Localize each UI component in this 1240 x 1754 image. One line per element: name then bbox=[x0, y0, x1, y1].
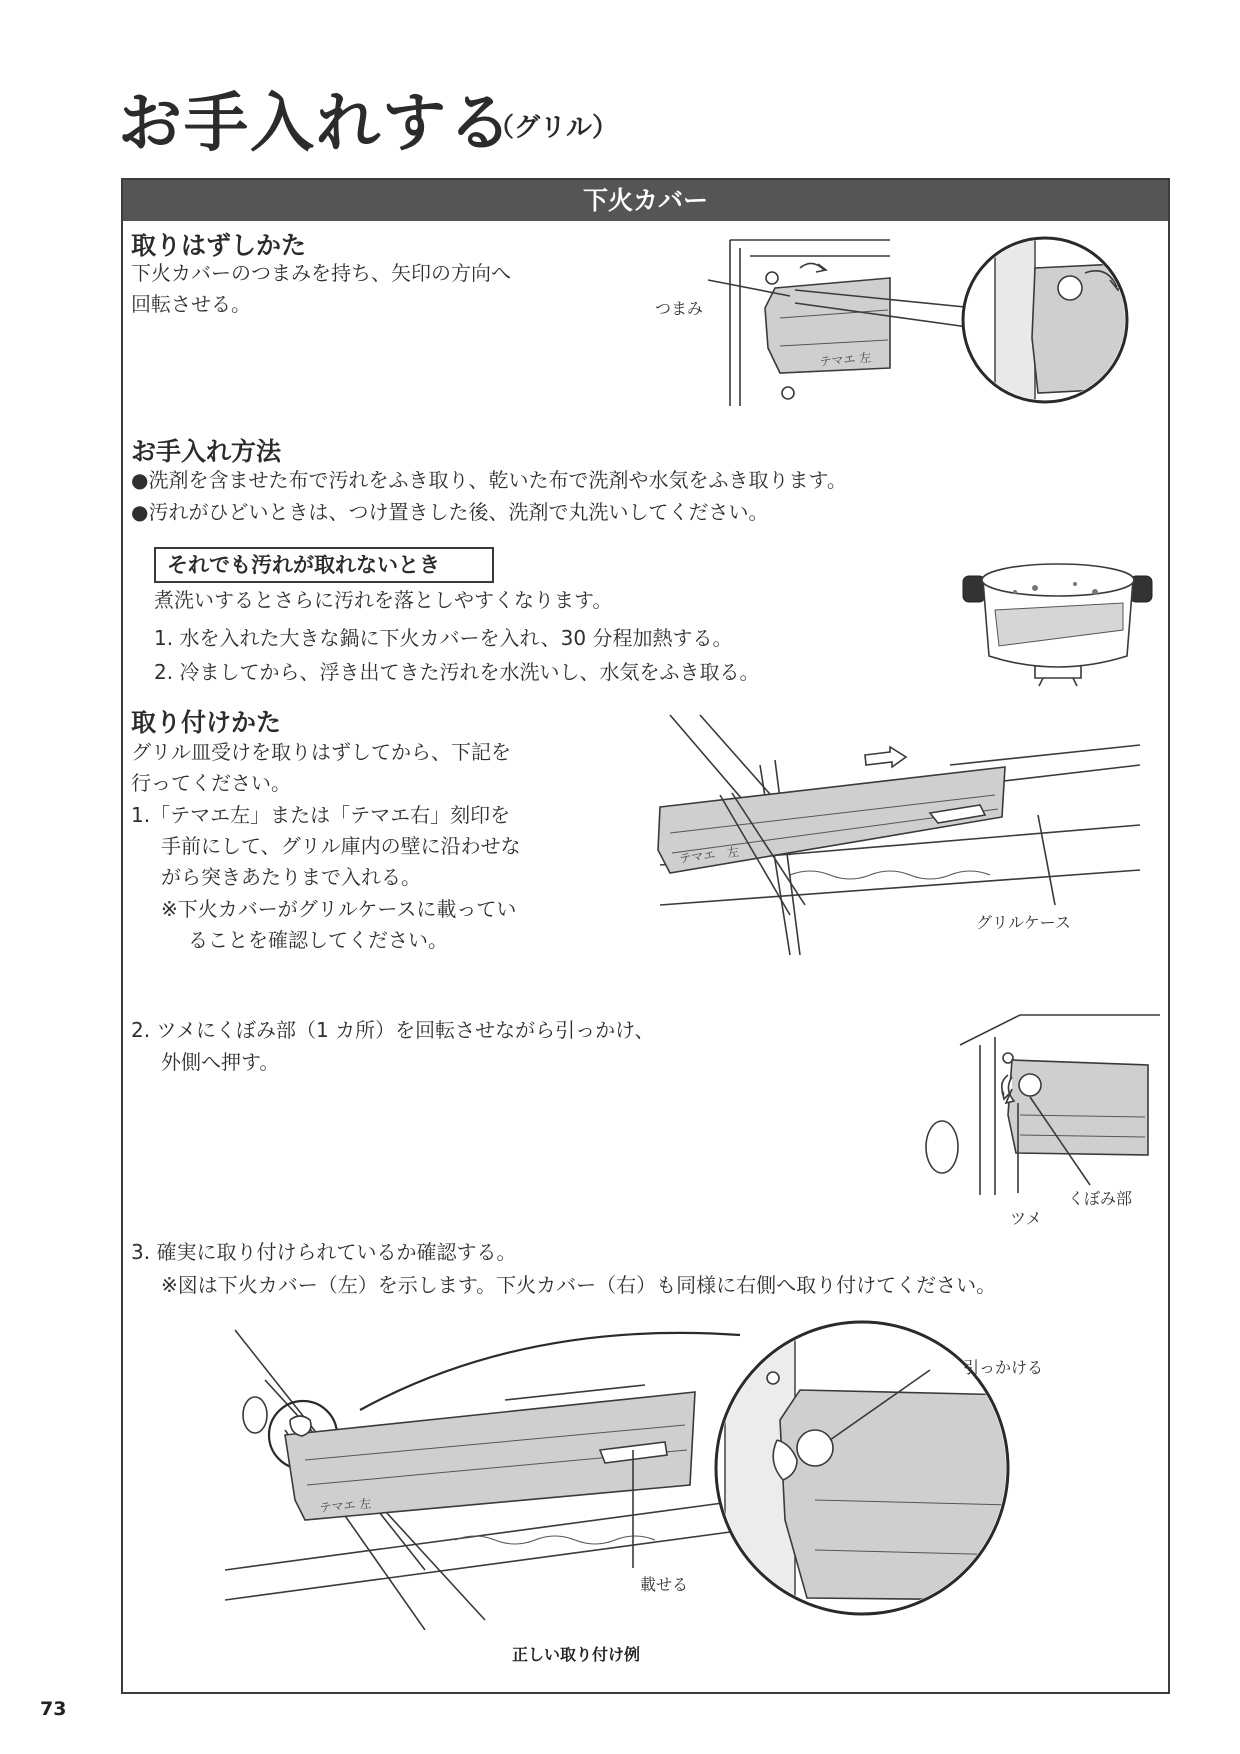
tab-label: ツメ bbox=[1010, 1209, 1042, 1228]
correct-install-illustration bbox=[225, 1300, 1155, 1630]
svg-text:テマエ 左: テマエ 左 bbox=[319, 1496, 372, 1515]
removal-illustration bbox=[640, 228, 1160, 438]
pot-illustration bbox=[955, 548, 1160, 688]
knob-label: つまみ bbox=[655, 299, 704, 318]
removal-line-2: 回転させる。 bbox=[131, 292, 251, 316]
hook-label: 引っかける bbox=[963, 1358, 1044, 1377]
install-step-3-line-1: 3. 確実に取り付けられているか確認する。 bbox=[131, 1240, 517, 1264]
figure-caption: 正しい取り付け例 bbox=[512, 1645, 641, 1664]
page-number: 73 bbox=[40, 1698, 67, 1720]
care-heading: お手入れ方法 bbox=[131, 437, 282, 466]
install-line-2: 行ってください。 bbox=[131, 771, 291, 795]
install-step-2-line-1: 2. ツメにくぼみ部（1 カ所）を回転させながら引っかけ、 bbox=[131, 1018, 655, 1042]
install-note-line-1: ※下火カバーがグリルケースに載ってい bbox=[161, 897, 517, 921]
install-step-3-note: ※図は下火カバー（左）を示します。下火カバー（右）も同様に右側へ取り付けてください。 bbox=[161, 1273, 997, 1297]
insertion-illustration bbox=[640, 705, 1160, 975]
removal-heading: 取りはずしかた bbox=[131, 231, 307, 260]
boiling-step-2: 2. 冷ましてから、浮き出てきた汚れを水洗いし、水気をふき取る。 bbox=[154, 660, 760, 684]
boiling-wash-heading: それでも汚れが取れないとき bbox=[154, 547, 494, 583]
page-title: お手入れする bbox=[118, 87, 514, 161]
install-note-line-2: ることを確認してください。 bbox=[188, 928, 448, 952]
care-bullet-2: ●汚れがひどいときは、つけ置きした後、洗剤で丸洗いしてください。 bbox=[131, 500, 769, 524]
rest-label: 載せる bbox=[640, 1575, 689, 1594]
removal-line-1: 下火カバーのつまみを持ち、矢印の方向へ bbox=[131, 261, 511, 285]
install-step-1-line-1: 1.「テマエ左」または「テマエ右」刻印を bbox=[131, 803, 511, 827]
hook-detail-illustration bbox=[920, 1005, 1160, 1205]
grill-case-label: グリルケース bbox=[976, 913, 1071, 932]
recess-label: くぼみ部 bbox=[1068, 1189, 1133, 1208]
plate-stamp: テマエ 左 bbox=[678, 844, 740, 866]
install-step-1-line-3: がら突きあたりまで入れる。 bbox=[161, 865, 421, 889]
section-header: 下火カバー bbox=[123, 180, 1168, 221]
boiling-wash-intro: 煮洗いするとさらに汚れを落としやすくなります。 bbox=[154, 588, 613, 612]
install-step-2-line-2: 外側へ押す。 bbox=[161, 1050, 280, 1074]
install-step-1-line-2: 手前にして、グリル庫内の壁に沿わせな bbox=[161, 834, 521, 858]
page-subtitle: （グリル） bbox=[488, 113, 619, 143]
install-heading: 取り付けかた bbox=[131, 708, 282, 737]
care-bullet-1: ●洗剤を含ませた布で汚れをふき取り、乾いた布で洗剤や水気をふき取ります。 bbox=[131, 468, 847, 492]
svg-text:テマエ 左: テマエ 左 bbox=[819, 350, 872, 369]
boiling-step-1: 1. 水を入れた大きな鍋に下火カバーを入れ、30 分程加熱する。 bbox=[154, 626, 733, 650]
install-line-1: グリル皿受けを取りはずしてから、下記を bbox=[131, 740, 511, 764]
